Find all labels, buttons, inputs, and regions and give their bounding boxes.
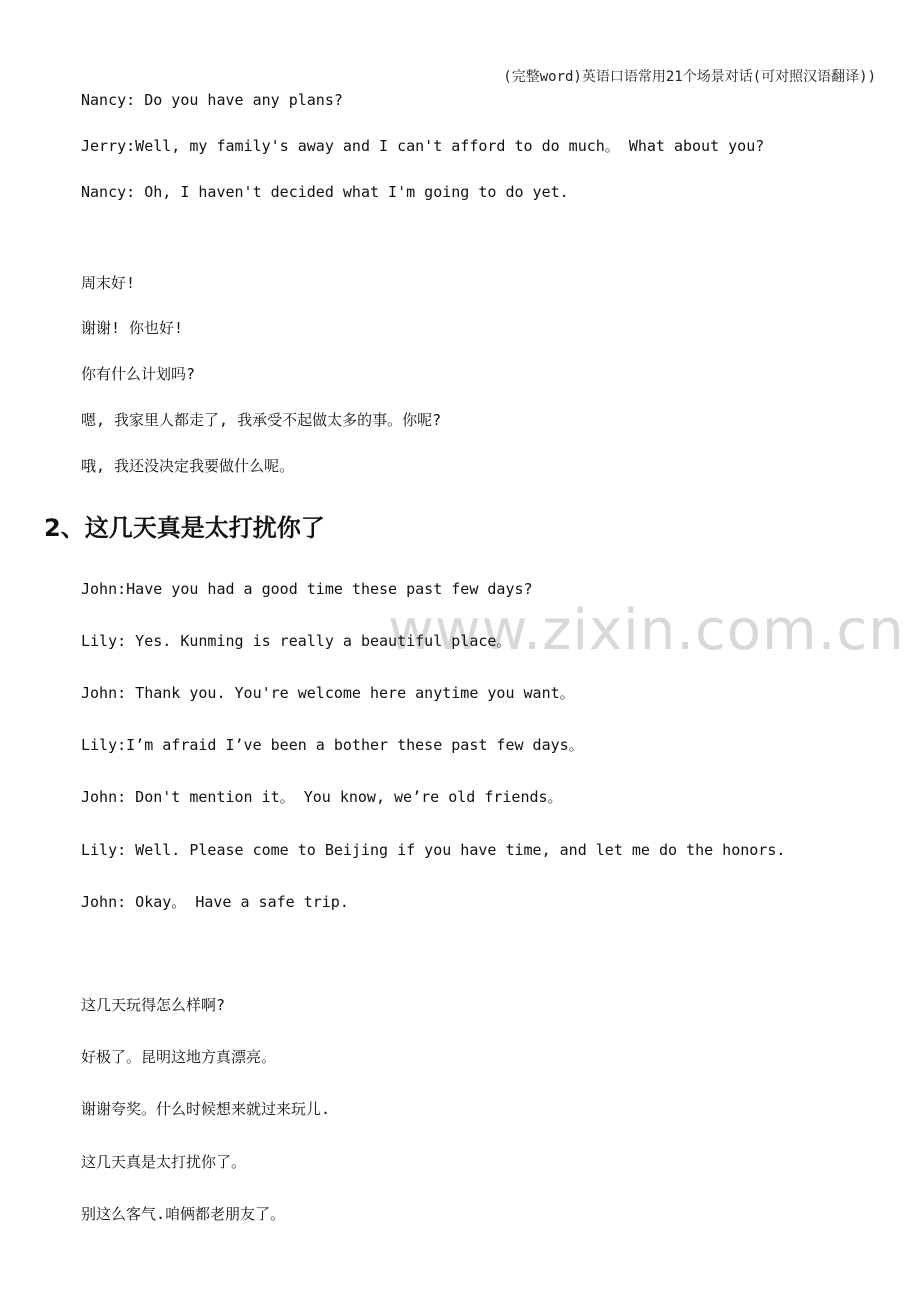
- dialogue-line-zh: 周末好!: [81, 274, 136, 292]
- dialogue-line-zh: 这几天真是太打扰你了。: [81, 1153, 247, 1171]
- dialogue-line-en: Nancy: Oh, I haven't decided what I'm going to do yet.: [81, 183, 569, 201]
- dialogue-line-zh: 嗯, 我家里人都走了, 我承受不起做太多的事。你呢?: [81, 411, 442, 429]
- dialogue-line-zh: 哦, 我还没决定我要做什么呢。: [81, 457, 295, 475]
- dialogue-line-en: John: Thank you. You're welcome here anytime you want。: [81, 684, 575, 702]
- dialogue-line-zh: 谢谢! 你也好!: [81, 319, 184, 337]
- dialogue-line-en: Lily:I’m afraid I’ve been a bother these past few days。: [81, 736, 584, 754]
- document-header: (完整word)英语口语常用21个场景对话(可对照汉语翻译)): [503, 69, 876, 85]
- dialogue-line-en: Nancy: Do you have any plans?: [81, 91, 343, 109]
- dialogue-line-en: John:Have you had a good time these past few days?: [81, 580, 533, 598]
- dialogue-line-en: Jerry:Well, my family's away and I can't afford to do much。 What about you?: [81, 137, 765, 155]
- dialogue-line-en: John: Don't mention it。 You know, we’re old friends。: [81, 788, 563, 806]
- dialogue-line-zh: 好极了。昆明这地方真漂亮。: [81, 1048, 277, 1066]
- dialogue-line-zh: 谢谢夸奖。什么时候想来就过来玩儿.: [81, 1100, 331, 1118]
- dialogue-line-zh: 这几天玩得怎么样啊?: [81, 996, 226, 1014]
- watermark: www.zixin.com.cn: [388, 598, 905, 663]
- dialogue-line-zh: 别这么客气.咱俩都老朋友了。: [81, 1205, 286, 1223]
- dialogue-line-en: John: Okay。 Have a safe trip.: [81, 893, 349, 911]
- dialogue-line-zh: 你有什么计划吗?: [81, 365, 196, 383]
- dialogue-line-en: Lily: Yes. Kunming is really a beautiful place。: [81, 632, 512, 650]
- section-heading: 2、这几天真是太打扰你了: [44, 514, 325, 542]
- dialogue-line-en: Lily: Well. Please come to Beijing if you have time, and let me do the honors.: [81, 841, 786, 859]
